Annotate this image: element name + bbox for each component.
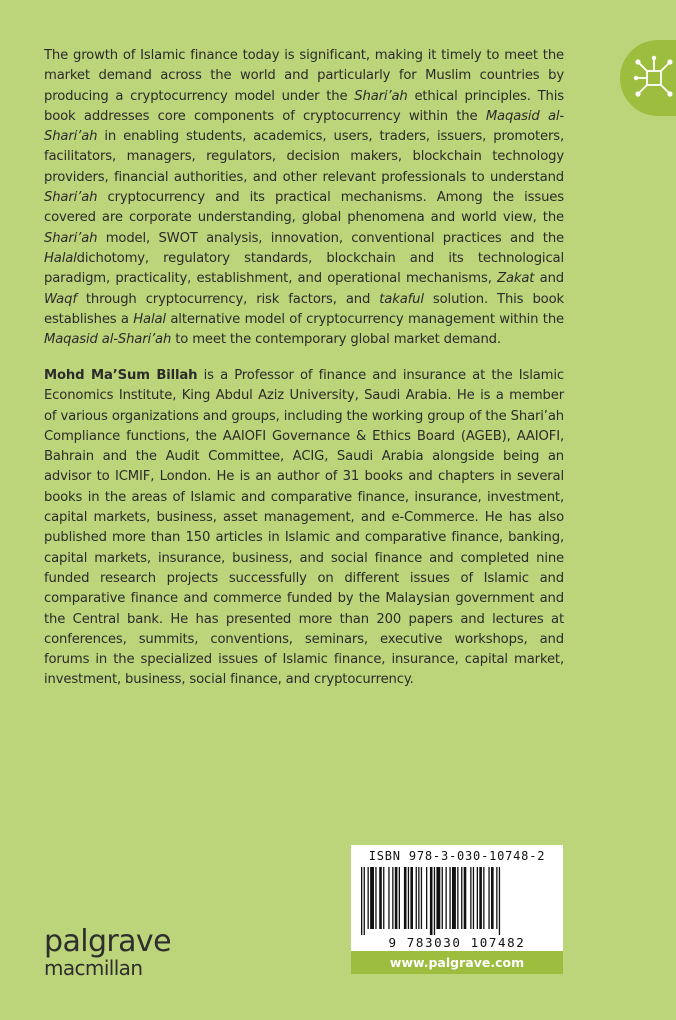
blurb-italic-term: Shari’ah <box>354 88 408 104</box>
barcode-bar <box>426 867 427 929</box>
blurb-italic-term: Halal <box>133 311 166 327</box>
barcode-bar <box>421 867 422 929</box>
book-blurb <box>44 46 564 350</box>
barcode-bar <box>364 867 365 935</box>
blurb-text: alternative model of cryptocurrency management within the <box>165 311 564 327</box>
barcode-bar <box>464 867 467 929</box>
blurb-italic-term: takaful <box>379 291 424 307</box>
author-bio-text: is a Professor of finance and insurance at the Islamic Economics Institute, King Abdul Aziz University, Saudi Arabia. He is a member of various organizations and groups, including the working group of the Shari’ah Compliance functions, the AAIOFI Governance & Ethics Board (AGEB), AAIOFI, Bahrain and the Audit Committee, ACIG, Saudi Arabia alongside being an advisor to ICMIF, London. He is an author of 31 books and chapters in several books in the areas of Islamic and comparative finance, insurance, investment, capital markets, business, asset management, and e-Commerce. He has also published more than 150 articles in Islamic and comparative finance, banking, capital markets, insurance, business, and social finance and completed nine funded research projects successfully on different issues of Islamic and comparative finance and commerce funded by the Malaysian government and the Central bank. He has presented more than 200 papers and lectures at conferences, summits, conventions, seminars, executive workshops, and forums in the specialized issues of Islamic finance, insurance, capital market, investment, business, social finance, and cryptocurrency. <box>44 368 564 688</box>
barcode-bar <box>368 867 369 929</box>
blurb-text: through cryptocurrency, risk factors, and <box>76 291 380 307</box>
barcode <box>357 867 557 935</box>
barcode-bar <box>383 867 384 929</box>
barcode-bar <box>477 867 478 929</box>
publisher-name-line1: palgrave <box>44 924 171 959</box>
publisher-logo <box>44 924 171 980</box>
publisher-name-line2: macmillan <box>44 956 143 980</box>
blurb-italic-term: Maqasid al-Shari’ah <box>44 332 172 348</box>
blurb-text: to meet the contemporary global market demand. <box>171 332 501 348</box>
barcode-bar <box>479 867 482 929</box>
barcode-bar <box>436 867 440 929</box>
barcode-bar <box>473 867 474 929</box>
barcode-bar <box>370 867 374 929</box>
blurb-text: cryptocurrency and its practical mechanisms. Among the issues covered are corporate understanding, global phenomena and world view, the <box>44 190 564 226</box>
blurb-text: The growth of Islamic finance today is significant, making it timely to meet the market demand across the world and particularly for Muslim countries by producing a cryptocurrency model under the <box>44 48 564 104</box>
blurb-italic-term: Waqf <box>44 291 77 307</box>
author-bio <box>44 366 564 691</box>
publisher-url[interactable]: www.palgrave.com <box>351 951 563 974</box>
author-name: Mohd Ma’Sum Billah <box>44 368 198 383</box>
barcode-bar <box>449 867 450 929</box>
barcode-bar <box>496 867 497 929</box>
barcode-panel <box>351 845 563 951</box>
blurb-italic-term: Halal <box>44 250 77 266</box>
blurb-text: and <box>534 271 564 287</box>
barcode-bar <box>404 867 407 929</box>
barcode-bar <box>483 867 484 929</box>
barcode-digits: 9 783030 107482 <box>388 935 526 950</box>
barcode-bar <box>361 867 362 935</box>
isbn-label: ISBN 978-3-030-10748-2 <box>368 849 546 863</box>
barcode-bar <box>499 867 500 935</box>
barcode-bar <box>457 867 458 929</box>
palgrave-network-icon <box>634 50 674 106</box>
barcode-bar <box>375 867 376 929</box>
barcode-bar <box>446 867 447 929</box>
barcode-bar <box>452 867 456 929</box>
blurb-text: ethical principles. This book addresses core components of cryptocurrency within the <box>44 88 564 124</box>
barcode-bar <box>399 867 400 929</box>
barcode-bar <box>434 867 435 935</box>
barcode-bar <box>491 867 494 929</box>
publisher-badge <box>620 40 676 116</box>
barcode-bar <box>430 867 433 935</box>
blurb-italic-term: Shari’ah <box>44 190 98 206</box>
barcode-bar <box>418 867 419 929</box>
barcode-bar <box>379 867 382 929</box>
barcode-bar <box>416 867 417 929</box>
barcode-bar <box>388 867 389 929</box>
barcode-bar <box>408 867 409 929</box>
barcode-bar <box>488 867 489 929</box>
barcode-bar <box>470 867 471 929</box>
barcode-bar <box>410 867 413 929</box>
barcode-bar <box>395 867 398 929</box>
blurb-text: in enabling students, academics, users, traders, issuers, promoters, facilitators, managers, regulators, decision makers, blockchain technology providers, financial authorities, and other relevant professionals to understand <box>44 129 564 185</box>
blurb-italic-term: Maqasid al-Shari’ah <box>44 108 564 145</box>
blurb-text: model, SWOT analysis, innovation, conventional practices and the <box>97 230 564 246</box>
blurb-italic-term: Zakat <box>497 271 535 287</box>
barcode-bar <box>461 867 462 929</box>
blurb-italic-term: Shari’ah <box>44 230 98 246</box>
blurb-text: dichotomy, regulatory standards, blockchain and its technological paradigm, practicality, establishment, and operational mechanisms, <box>44 250 564 287</box>
blurb-text: solution. This book establishes a <box>44 291 564 327</box>
barcode-bar <box>392 867 393 929</box>
barcode-bar <box>442 867 443 929</box>
